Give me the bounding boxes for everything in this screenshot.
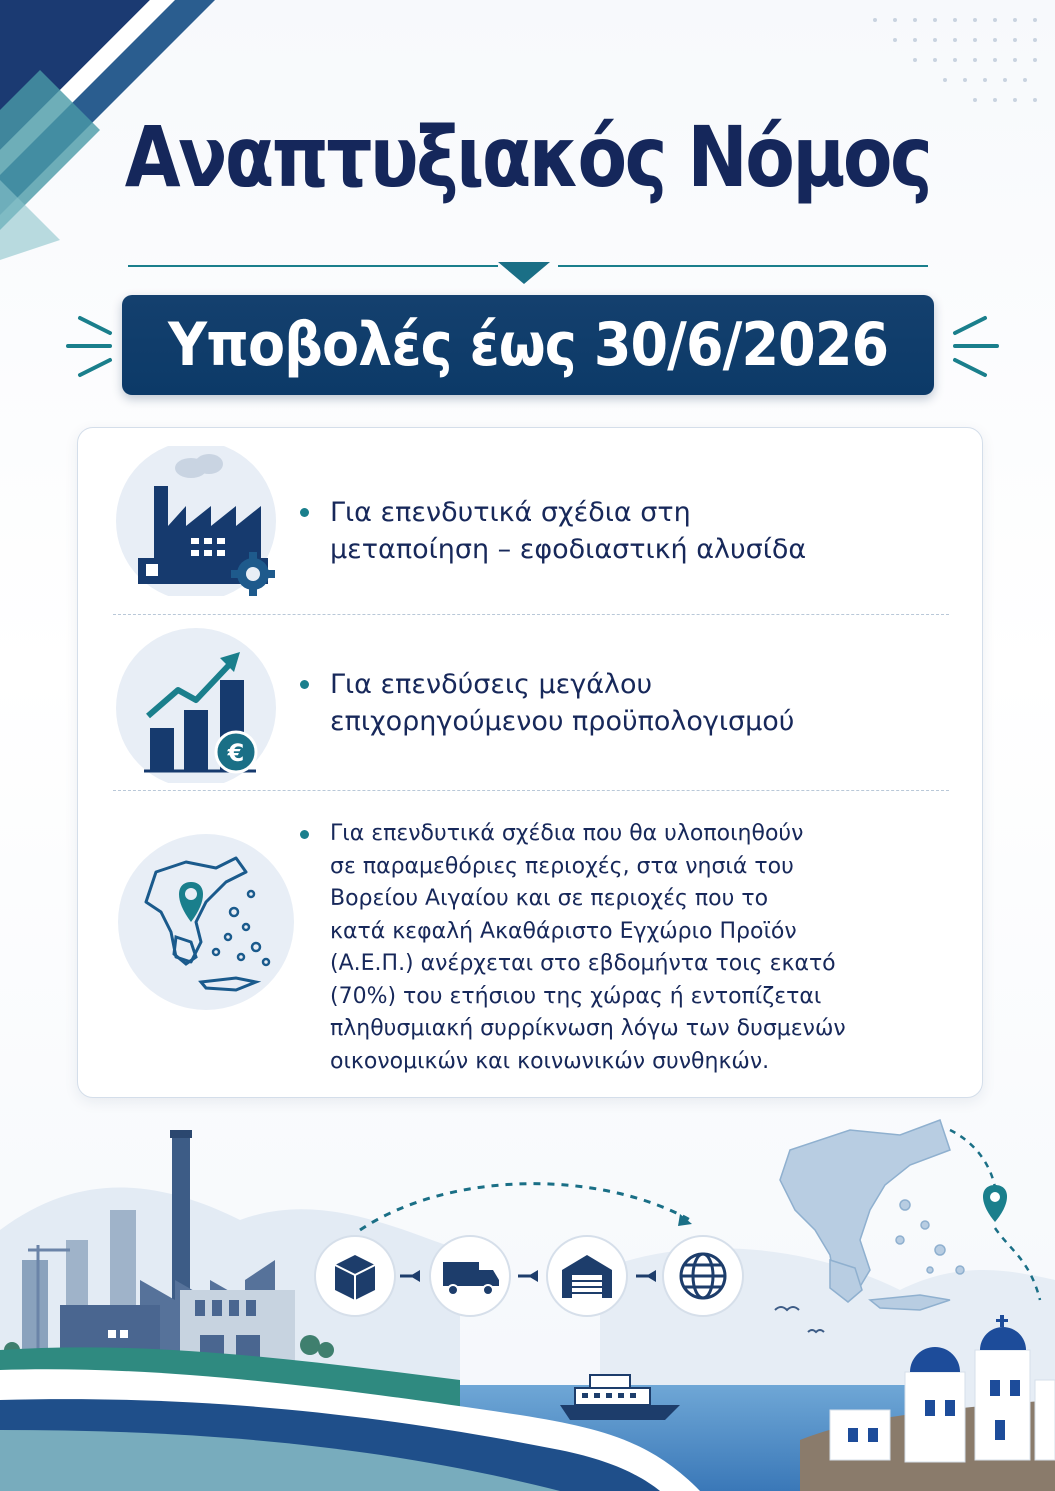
bullet xyxy=(300,830,309,839)
burst-right-icon xyxy=(945,303,1005,383)
separator xyxy=(113,790,949,791)
bullet xyxy=(300,508,309,517)
title-divider xyxy=(128,258,928,288)
factory-gear-icon xyxy=(116,446,281,596)
bullet xyxy=(300,680,309,689)
eligibility-card xyxy=(77,427,983,1098)
deadline-banner-wrap xyxy=(60,295,995,395)
item-text: Για επενδυτικά σχέδια που θα υλοποιηθούν σε παραμεθόριες περιοχές, στα νησιά του Βορείου Αιγαίου και σε περιοχές που το κατά κεφαλή Ακαθάριστο Εγχώριο Προϊόν (Α.Ε.Π.) ανέρχεται στο εβδομήντα τοις εκατό (70%) του ετήσιου της χώρας ή εντοπίζεται πληθυσμιακή συρρίκνωση λόγω των δυσμενών οικονομικών και κοινωνικών συνθηκών. xyxy=(330,818,950,1078)
supply-chain xyxy=(315,1236,743,1316)
deadline-text: Υποβολές έως 30/6/2026 xyxy=(167,310,889,380)
deadline-banner xyxy=(122,295,934,395)
separator xyxy=(113,614,949,615)
burst-left-icon xyxy=(60,303,120,383)
greece-map-pin-icon xyxy=(116,832,296,1012)
bottom-illustration xyxy=(0,1110,1055,1491)
growth-chart-euro-icon xyxy=(116,628,281,783)
item-text: Για επενδυτικά σχέδια στη μεταποίηση – εφοδιαστική αλυσίδα xyxy=(330,494,950,568)
svg-text:€: € xyxy=(227,739,245,767)
page-title: Αναπτυξιακός Νόμος xyxy=(124,108,931,206)
item-text: Για επενδύσεις μεγάλου επιχορηγούμενου προϋπολογισμού xyxy=(330,666,950,740)
